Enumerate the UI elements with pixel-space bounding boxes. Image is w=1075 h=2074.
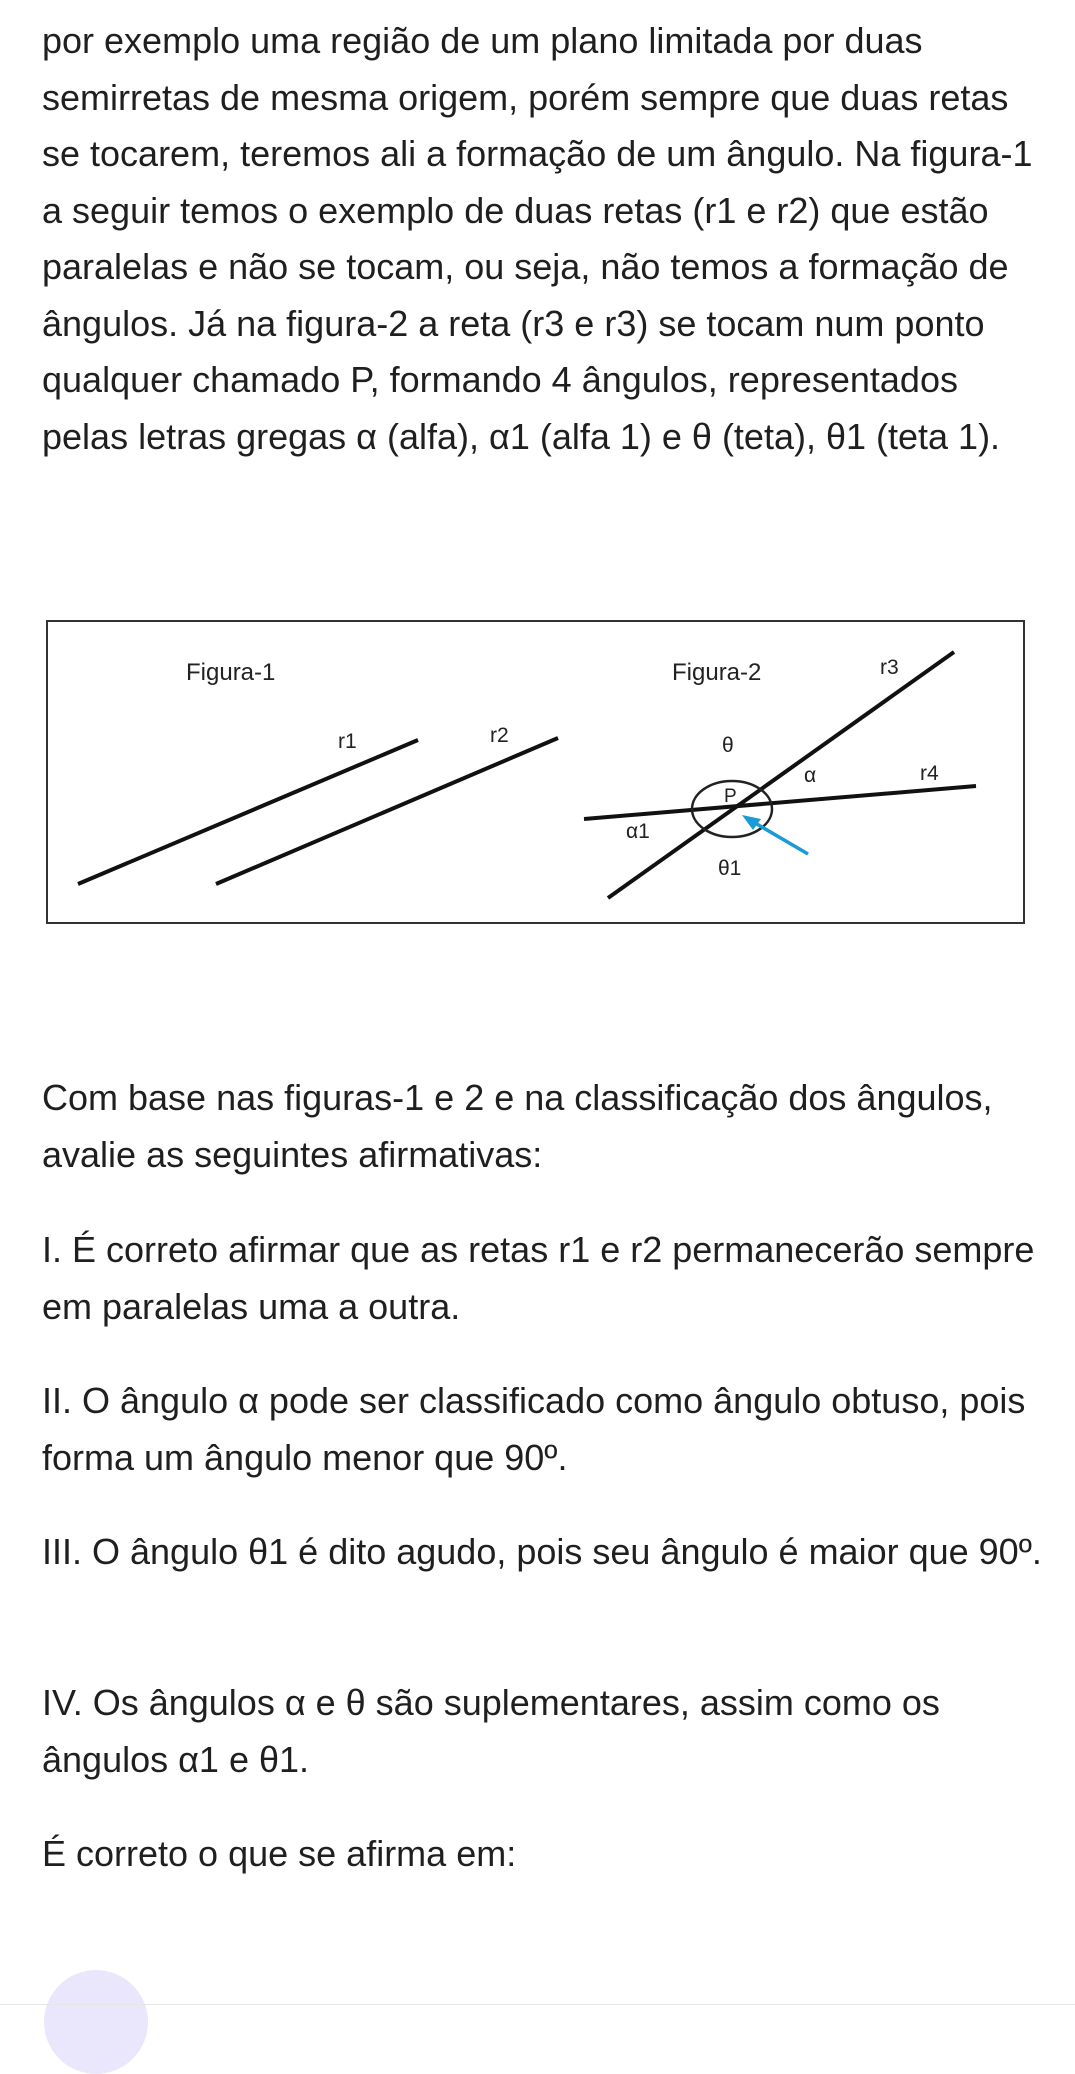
bottom-divider [0, 2004, 1075, 2005]
closing-question: É correto o que se afirma em: [42, 1833, 517, 1874]
statement-3: III. O ângulo θ1 é dito agudo, pois seu ângulo é maior que 90º. [42, 1531, 1042, 1572]
label-alpha1: α1 [626, 820, 650, 843]
label-r4: r4 [920, 762, 939, 785]
figures-illustration [46, 620, 1025, 924]
line-r2 [216, 738, 558, 884]
statement-1: I. É correto afirmar que as retas r1 e r2 permanecerão sempre em paralelas uma a outra. [42, 1229, 1035, 1327]
label-theta1: θ1 [718, 857, 742, 880]
label-r3: r3 [880, 656, 899, 679]
label-alpha: α [804, 764, 817, 787]
line-r3 [608, 652, 954, 898]
statement-2: II. O ângulo α pode ser classificado como ângulo obtuso, pois forma um ângulo menor que 90º. [42, 1380, 1026, 1478]
intro-paragraph: por exemplo uma região de um plano limitada por duas semirretas de mesma origem, porém sempre que duas retas se tocarem, teremos ali a formação de um ângulo. Na figura-1 a seguir temos o exemplo de duas retas (r1 e r2) que estão paralelas e não se tocam, ou seja, não temos a formação de ângulos. Já na figura-2 a reta (r3 e r3) se tocam num ponto qualquer chamado P, formando 4 ângulos, representados pelas letras gregas α (alfa), α1 (alfa 1) e θ (teta), θ1 (teta 1). [42, 20, 1033, 457]
line-r1 [78, 740, 418, 884]
label-p: P [724, 786, 737, 807]
theta1-arrow [750, 820, 808, 854]
figure1-title: Figura-1 [186, 659, 276, 686]
label-r2: r2 [490, 724, 509, 747]
figure2-title: Figura-2 [672, 659, 762, 686]
label-theta: θ [722, 734, 734, 757]
statement-4: IV. Os ângulos α e θ são suplementares, assim como os ângulos α1 e θ1. [42, 1682, 940, 1780]
label-r1: r1 [338, 730, 357, 753]
figures-svg [48, 622, 1027, 926]
question-prompt: Com base nas figuras-1 e 2 e na classificação dos ângulos, avalie as seguintes afirmativas: [42, 1077, 993, 1175]
line-r4 [584, 786, 976, 819]
avatar[interactable] [44, 1970, 148, 2074]
theta1-arrow-head [742, 815, 761, 830]
